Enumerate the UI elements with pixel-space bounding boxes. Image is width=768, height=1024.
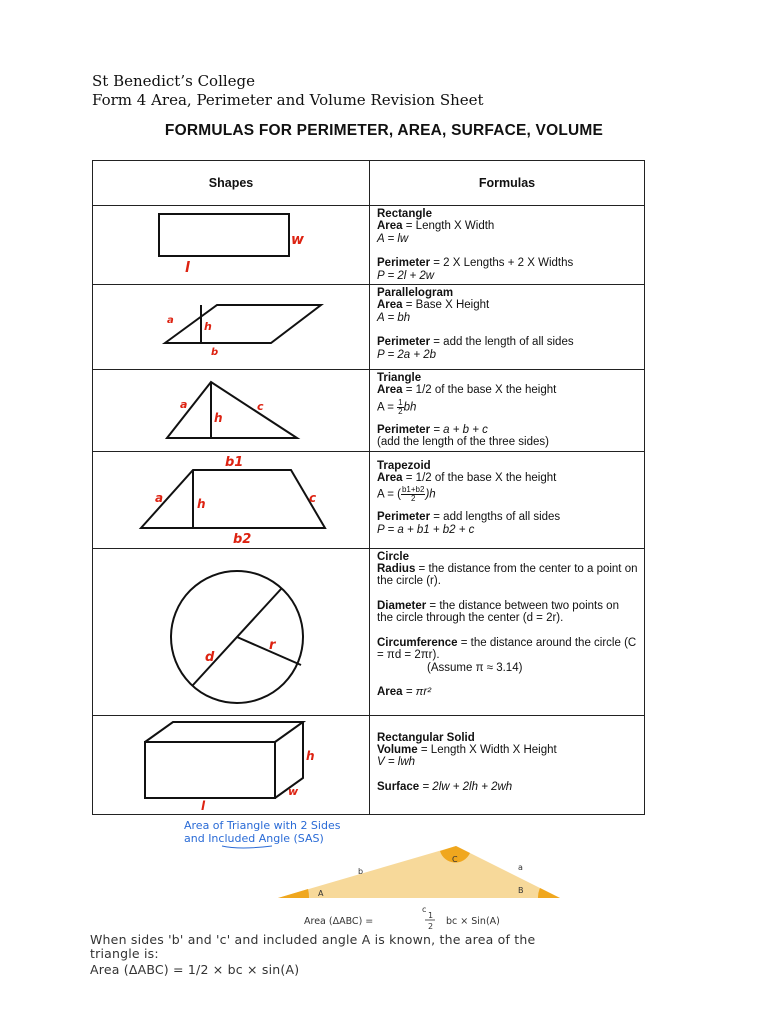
trapezoid-label-b2: b2 xyxy=(233,531,252,547)
formulas-table xyxy=(92,160,645,815)
table-row xyxy=(93,206,645,285)
trapezoid-area-text: = 1/2 of the base X the height xyxy=(402,472,557,485)
parallelogram-name: Parallelogram xyxy=(377,287,454,300)
circle-diameter-text: = the distance between two points on the circle through the center (d = 2r). xyxy=(377,599,619,625)
sas-angle-A xyxy=(278,889,309,898)
trapezoid-area-suffix: )h xyxy=(425,489,436,501)
sas-triangle-figure xyxy=(0,812,768,1024)
sas-sentence-line1: When sides 'b' and 'c' and included angle A is known, the area of the xyxy=(90,932,536,947)
solid-volume-formula: V = lwh xyxy=(377,756,416,769)
circle-label-d: d xyxy=(205,649,215,665)
triangle-label-c: c xyxy=(257,400,264,414)
table-row xyxy=(93,285,645,370)
sas-heading-line2: and Included Angle (SAS) xyxy=(184,832,324,845)
triangle-shape-cell xyxy=(93,370,370,452)
triangle-name: Triangle xyxy=(377,372,422,385)
trapezoid-perimeter-formula: P = a + b1 + b2 + c xyxy=(377,523,475,536)
table-row xyxy=(93,370,645,452)
triangle-formula-cell xyxy=(370,370,645,452)
circle-formula-cell xyxy=(370,548,645,715)
solid-volume-label: Volume xyxy=(377,744,418,757)
parallelogram-formula-cell xyxy=(370,285,645,370)
triangle-frac-den: 2 xyxy=(398,406,403,416)
parallelogram-label-b: b xyxy=(211,347,219,359)
triangle-perimeter-note: (add the length of the three sides) xyxy=(377,436,549,449)
rectangular-solid-diagram xyxy=(93,716,369,814)
sas-label-C: C xyxy=(452,855,458,864)
trapezoid-area-label: Area xyxy=(377,472,403,485)
college-name: St Benedict’s College xyxy=(92,72,256,90)
parallelogram-area-label: Area xyxy=(377,299,403,312)
triangle-area-prefix: A = xyxy=(377,401,398,414)
trapezoid-formula-cell xyxy=(370,451,645,548)
triangle-area-label: Area xyxy=(377,384,403,397)
solid-name: Rectangular Solid xyxy=(377,731,475,744)
rectangle-diagram xyxy=(93,206,369,280)
solid-formula-cell xyxy=(370,715,645,814)
rectangle-area-text: = Length X Width xyxy=(402,220,495,233)
solid-label-h: h xyxy=(306,748,315,763)
triangle-perimeter-label: Perimeter xyxy=(377,423,431,436)
rectangle-perimeter-label: Perimeter xyxy=(377,257,431,270)
trapezoid-label-h: h xyxy=(197,496,206,511)
sheet-subtitle: Form 4 Area, Perimeter and Volume Revision Sheet xyxy=(92,91,484,109)
triangle-label-h: h xyxy=(214,411,223,426)
trapezoid-name: Trapezoid xyxy=(377,459,431,472)
sas-area-formula-right: bc × Sin(A) xyxy=(446,916,500,927)
formulas-column-header: Formulas xyxy=(370,161,645,206)
trapezoid-frac-num: b1+b2 xyxy=(401,485,425,495)
rectangle-perimeter-formula: P = 2l + 2w xyxy=(377,269,435,282)
sas-area-frac-den: 2 xyxy=(428,922,434,931)
trapezoid-label-a: a xyxy=(155,490,164,505)
triangle-diagram xyxy=(93,370,369,450)
page-title: FORMULAS FOR PERIMETER, AREA, SURFACE, VOLUME xyxy=(164,122,604,139)
parallelogram-label-h: h xyxy=(204,320,212,334)
circle-circumference-label: Circumference xyxy=(377,636,458,649)
table-header-row xyxy=(93,161,645,206)
table-row xyxy=(93,715,645,814)
solid-shape-cell xyxy=(93,715,370,814)
table-row xyxy=(93,451,645,548)
trapezoid-frac-den: 2 xyxy=(410,494,416,504)
triangle-area-text: = 1/2 of the base X the height xyxy=(402,384,557,397)
trapezoid-perimeter-label: Perimeter xyxy=(377,511,431,524)
triangle-area-suffix: bh xyxy=(403,401,417,414)
shapes-column-header: Shapes xyxy=(93,161,370,206)
solid-label-l: l xyxy=(201,798,206,813)
circle-diagram xyxy=(93,549,369,715)
trapezoid-area-fraction xyxy=(401,486,425,503)
circle-circumference-text: = the distance around the circle (C = πd = 2πr). xyxy=(377,636,637,662)
solid-label-w: w xyxy=(288,784,299,798)
sas-sentence-line3: Area (ΔABC) = 1/2 × bc × sin(A) xyxy=(90,962,300,977)
parallelogram-perimeter-label: Perimeter xyxy=(377,336,431,349)
rectangle-formula-cell xyxy=(370,206,645,285)
circle-area-label: Area xyxy=(377,685,403,698)
sas-area-frac-num: 1 xyxy=(428,911,434,920)
circle-shape-cell xyxy=(93,548,370,715)
rectangle-label-w: w xyxy=(291,232,304,248)
sas-angle-B xyxy=(538,888,560,898)
parallelogram-area-formula: A = bh xyxy=(377,311,411,324)
circle-radius-text: = the distance from the center to a point on the circle (r). xyxy=(377,563,638,588)
sas-label-a: a xyxy=(518,863,523,872)
trapezoid-area-prefix: A = ( xyxy=(377,489,401,501)
circle-radius-label: Radius xyxy=(377,563,416,576)
circle-area-text: = πr² xyxy=(402,685,432,698)
parallelogram-area-text: = Base X Height xyxy=(402,299,490,312)
rectangle-name: Rectangle xyxy=(377,208,432,220)
triangle-frac-num: 1 xyxy=(398,397,403,407)
rectangle-area-formula: A = lw xyxy=(377,232,409,245)
rectangle-perimeter-text: = 2 X Lengths + 2 X Widths xyxy=(430,257,574,270)
solid-surface-label: Surface xyxy=(377,780,420,793)
trapezoid-label-c: c xyxy=(309,490,317,505)
parallelogram-shape-cell xyxy=(93,285,370,370)
circle-label-r: r xyxy=(269,637,276,653)
trapezoid-shape-cell xyxy=(93,451,370,548)
parallelogram-perimeter-text: = add the length of all sides xyxy=(430,336,574,349)
sas-label-B: B xyxy=(518,886,524,895)
triangle-perimeter-text: = a + b + c xyxy=(430,423,488,436)
parallelogram-label-a: a xyxy=(167,315,174,327)
trapezoid-diagram xyxy=(93,452,369,548)
circle-assume-pi: (Assume π ≈ 3.14) xyxy=(427,661,523,674)
rectangle-label-l: l xyxy=(185,260,190,276)
triangle-label-a: a xyxy=(180,398,188,412)
sas-heading-underline xyxy=(222,846,272,848)
rectangle-area-label: Area xyxy=(377,220,403,233)
circle-name: Circle xyxy=(377,550,409,563)
sas-area-formula-left: Area (ΔABC) = xyxy=(304,916,374,927)
sas-heading-line1: Area of Triangle with 2 Sides xyxy=(184,819,341,832)
rectangle-shape-cell xyxy=(93,206,370,285)
parallelogram-diagram xyxy=(93,285,369,369)
table-row xyxy=(93,548,645,715)
parallelogram-perimeter-formula: P = 2a + 2b xyxy=(377,348,437,361)
solid-volume-text: = Length X Width X Height xyxy=(417,744,557,757)
solid-surface-text: = 2lw + 2lh + 2wh xyxy=(419,780,513,793)
sas-label-A: A xyxy=(318,889,324,898)
sas-label-b: b xyxy=(358,867,364,876)
sas-sentence-line2: triangle is: xyxy=(90,946,159,961)
circle-diameter-label: Diameter xyxy=(377,599,427,612)
trapezoid-label-b1: b1 xyxy=(225,454,244,470)
sas-label-c: c xyxy=(422,905,427,914)
trapezoid-perimeter-text: = add lengths of all sides xyxy=(430,511,561,524)
